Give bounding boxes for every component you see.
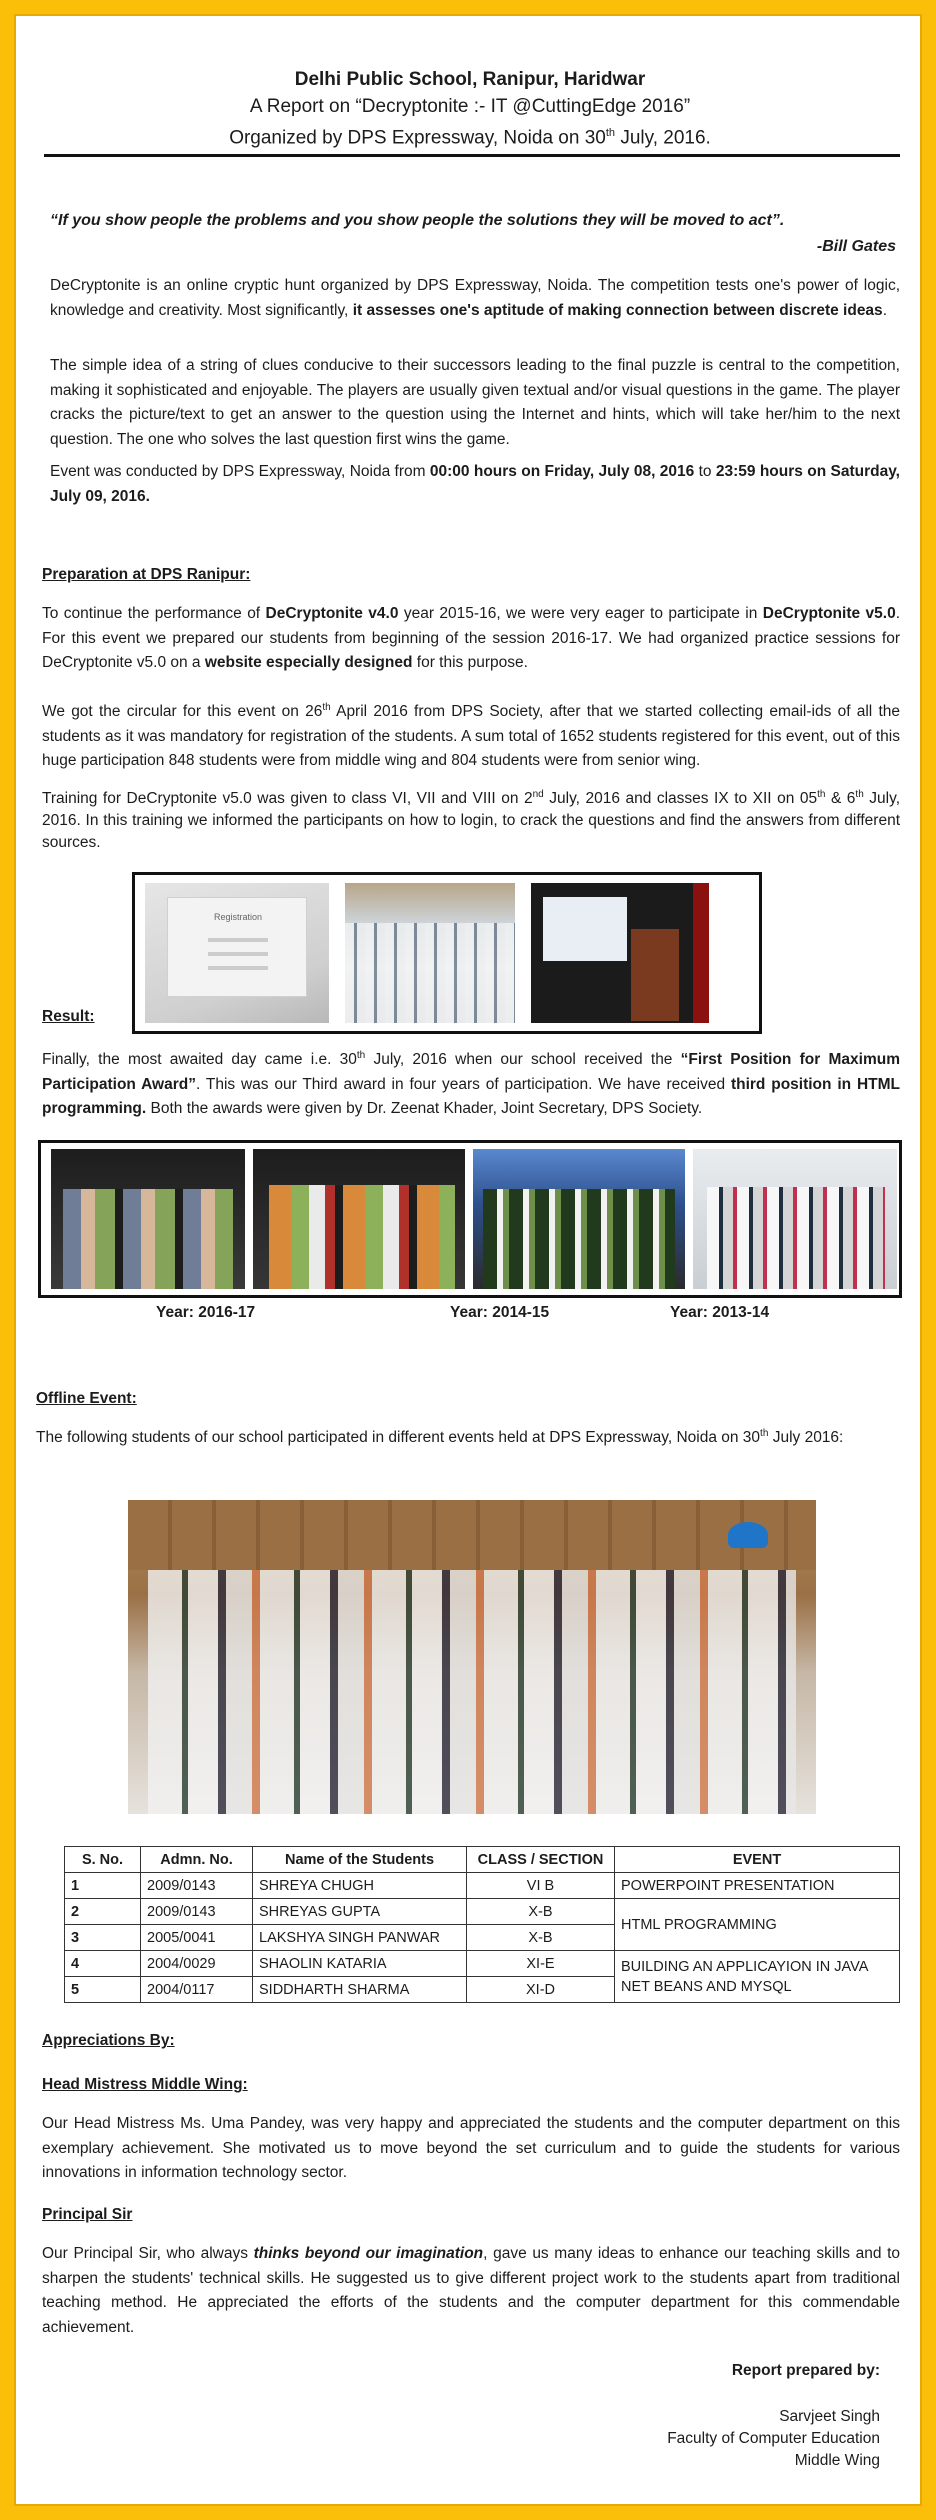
author-name: Sarvjeet Singh: [779, 2408, 880, 2425]
intro-paragraph-2: The simple idea of a string of clues conducive to their successors leading to the final puzzle is central to the competition, making it sophisticated and enjoyable. The players are usually given textual and/or visual questions in the game. The player cracks the picture/text to get an answer to the question using the Internet and hints, which will take her/him to the next question. The one who solves the last question first wins the game.: [50, 357, 900, 448]
training-photo-registration: [145, 883, 329, 1023]
cell-event: POWERPOINT PRESENTATION: [615, 1873, 900, 1899]
header-divider: [44, 154, 900, 157]
table-header-row: [65, 1847, 900, 1873]
cell-name: SHREYA CHUGH: [253, 1873, 467, 1899]
header-admn: Admn. No.: [141, 1847, 253, 1873]
cell-class: X-B: [467, 1925, 615, 1951]
cell-name: SIDDHARTH SHARMA: [253, 1977, 467, 2003]
table-row: [65, 1873, 900, 1899]
header-name: Name of the Students: [253, 1847, 467, 1873]
author-role: Faculty of Computer Education: [667, 2430, 880, 2447]
cell-event: BUILDING AN APPLICAYION IN JAVA NET BEANS AND MYSQL: [615, 1951, 900, 2003]
training-photos-frame: [132, 872, 762, 1034]
author-wing: Middle Wing: [794, 2452, 880, 2469]
training-photo-students: [345, 883, 515, 1023]
projected-slide: [167, 897, 307, 997]
cell-sno: 4: [65, 1951, 141, 1977]
header-event: EVENT: [615, 1847, 900, 1873]
table-row: [65, 1899, 900, 1925]
cell-class: X-B: [467, 1899, 615, 1925]
organizer-line: Organized by DPS Expressway, Noida on 30th July, 2016.: [229, 127, 711, 149]
award-photo-3: [473, 1149, 685, 1289]
preparation-paragraph-1: To continue the performance of DeCryptonite v4.0 year 2015-16, we were very eager to participate in DeCryptonite v5.0. For this event we prepared our students from beginning of the session 2016-17. We had organized practice sessions for DeCryptonite v5.0 on a website especially designed for this purpose.: [42, 605, 901, 671]
cell-class: XI-E: [467, 1951, 615, 1977]
awards-photos-frame: [38, 1140, 902, 1298]
cell-name: SHREYAS GUPTA: [253, 1899, 467, 1925]
award-photo-4: [693, 1149, 897, 1289]
report-header: [16, 66, 924, 151]
result-heading: Result:: [42, 1008, 95, 1025]
cell-name: LAKSHYA SINGH PANWAR: [253, 1925, 467, 1951]
result-paragraph: Finally, the most awaited day came i.e. 30th July, 2016 when our school received the “First Position for Maximum Participation Award”. This was our Third award in four years of participation. We have received third position in HTML programming. Both the awards were given by Dr. Zeenat Khader, Joint Secretary, DPS Society.: [42, 1050, 900, 1118]
cell-admn: 2004/0029: [141, 1951, 253, 1977]
head-mistress-heading: Head Mistress Middle Wing:: [42, 2076, 248, 2093]
cell-admn: 2009/0143: [141, 1873, 253, 1899]
intro-paragraph-1: DeCryptonite is an online cryptic hunt organized by DPS Expressway, Noida. The competition tests one's power of logic, knowledge and creativity. Most significantly, it assesses one's aptitude of making connection between discrete ideas.: [50, 277, 900, 319]
offline-event-paragraph: The following students of our school participated in different events held at DPS Expressway, Noida on 30th July 2016:: [36, 1428, 844, 1447]
cell-admn: 2004/0117: [141, 1977, 253, 2003]
quote-author: -Bill Gates: [816, 238, 896, 255]
appreciations-heading: Appreciations By:: [42, 2032, 175, 2049]
intro-paragraph-3: Event was conducted by DPS Expressway, Noida from 00:00 hours on Friday, July 08, 2016 to 23:59 hours on Saturday, July 09, 2016.: [50, 463, 900, 505]
cell-sno: 1: [65, 1873, 141, 1899]
quote-text: “If you show people the problems and you show people the solutions they will be moved to act”.: [50, 212, 785, 229]
award-year-caption-1: Year: 2016-17: [156, 1304, 256, 1321]
award-year-caption-3: Year: 2013-14: [670, 1304, 770, 1321]
offline-event-heading: Offline Event:: [36, 1390, 137, 1407]
cell-event: HTML PROGRAMMING: [615, 1899, 900, 1951]
cell-admn: 2009/0143: [141, 1899, 253, 1925]
principal-heading: Principal Sir: [42, 2206, 133, 2223]
table-row: [65, 1951, 900, 1977]
award-year-caption-2: Year: 2014-15: [450, 1304, 550, 1321]
cell-sno: 2: [65, 1899, 141, 1925]
school-name: Delhi Public School, Ranipur, Haridwar: [294, 69, 646, 90]
cell-name: SHAOLIN KATARIA: [253, 1951, 467, 1977]
principal-paragraph: Our Principal Sir, who always thinks beyond our imagination, gave us many ideas to enhance our teaching skills and to sharpen the students' technical skills. He suggested us to give different project work to the students apart from traditional teaching method. He appreciated the efforts of the students and the computer department for this commendable achievement.: [42, 2245, 900, 2336]
report-prepared-label: Report prepared by:: [731, 2362, 880, 2379]
preparation-paragraph-3: Training for DeCryptonite v5.0 was given to class VI, VII and VIII on 2nd July, 2016 and classes IX to XII on 05th & 6th July, 2016. In this training we informed the participants on how to login, to crack the questions and find the answers from different sources.: [42, 789, 900, 852]
turban: [728, 1522, 768, 1548]
header-class: CLASS / SECTION: [467, 1847, 615, 1873]
award-photo-1: [51, 1149, 245, 1289]
signature-block: [667, 2406, 880, 2472]
training-photo-presentation: [531, 883, 709, 1023]
participants-table: [64, 1846, 900, 2003]
preparation-paragraph-2: We got the circular for this event on 26th April 2016 from DPS Society, after that we started collecting email-ids of all the students as it was mandatory for registration of the students. A sum total of 1652 students registered for this event, out of this huge participation 848 students were from middle wing and 804 students were from senior wing.: [42, 702, 900, 770]
report-page: [14, 14, 922, 2506]
header-sno: S. No.: [65, 1847, 141, 1873]
head-mistress-paragraph: Our Head Mistress Ms. Uma Pandey, was very happy and appreciated the students and the computer department on this exemplary achievement. She motivated us to move beyond the set curriculum and to guide the students for various innovations in information technology sector.: [42, 2115, 900, 2181]
cell-sno: 3: [65, 1925, 141, 1951]
cell-class: XI-D: [467, 1977, 615, 2003]
award-photo-2: [253, 1149, 465, 1289]
group-photo: [128, 1500, 816, 1814]
cell-sno: 5: [65, 1977, 141, 2003]
slide-title: Registration: [213, 912, 263, 922]
report-title: A Report on “Decryptonite :- IT @CuttingEdge 2016”: [249, 96, 691, 117]
cell-class: VI B: [467, 1873, 615, 1899]
preparation-heading: Preparation at DPS Ranipur:: [42, 566, 251, 583]
cell-admn: 2005/0041: [141, 1925, 253, 1951]
